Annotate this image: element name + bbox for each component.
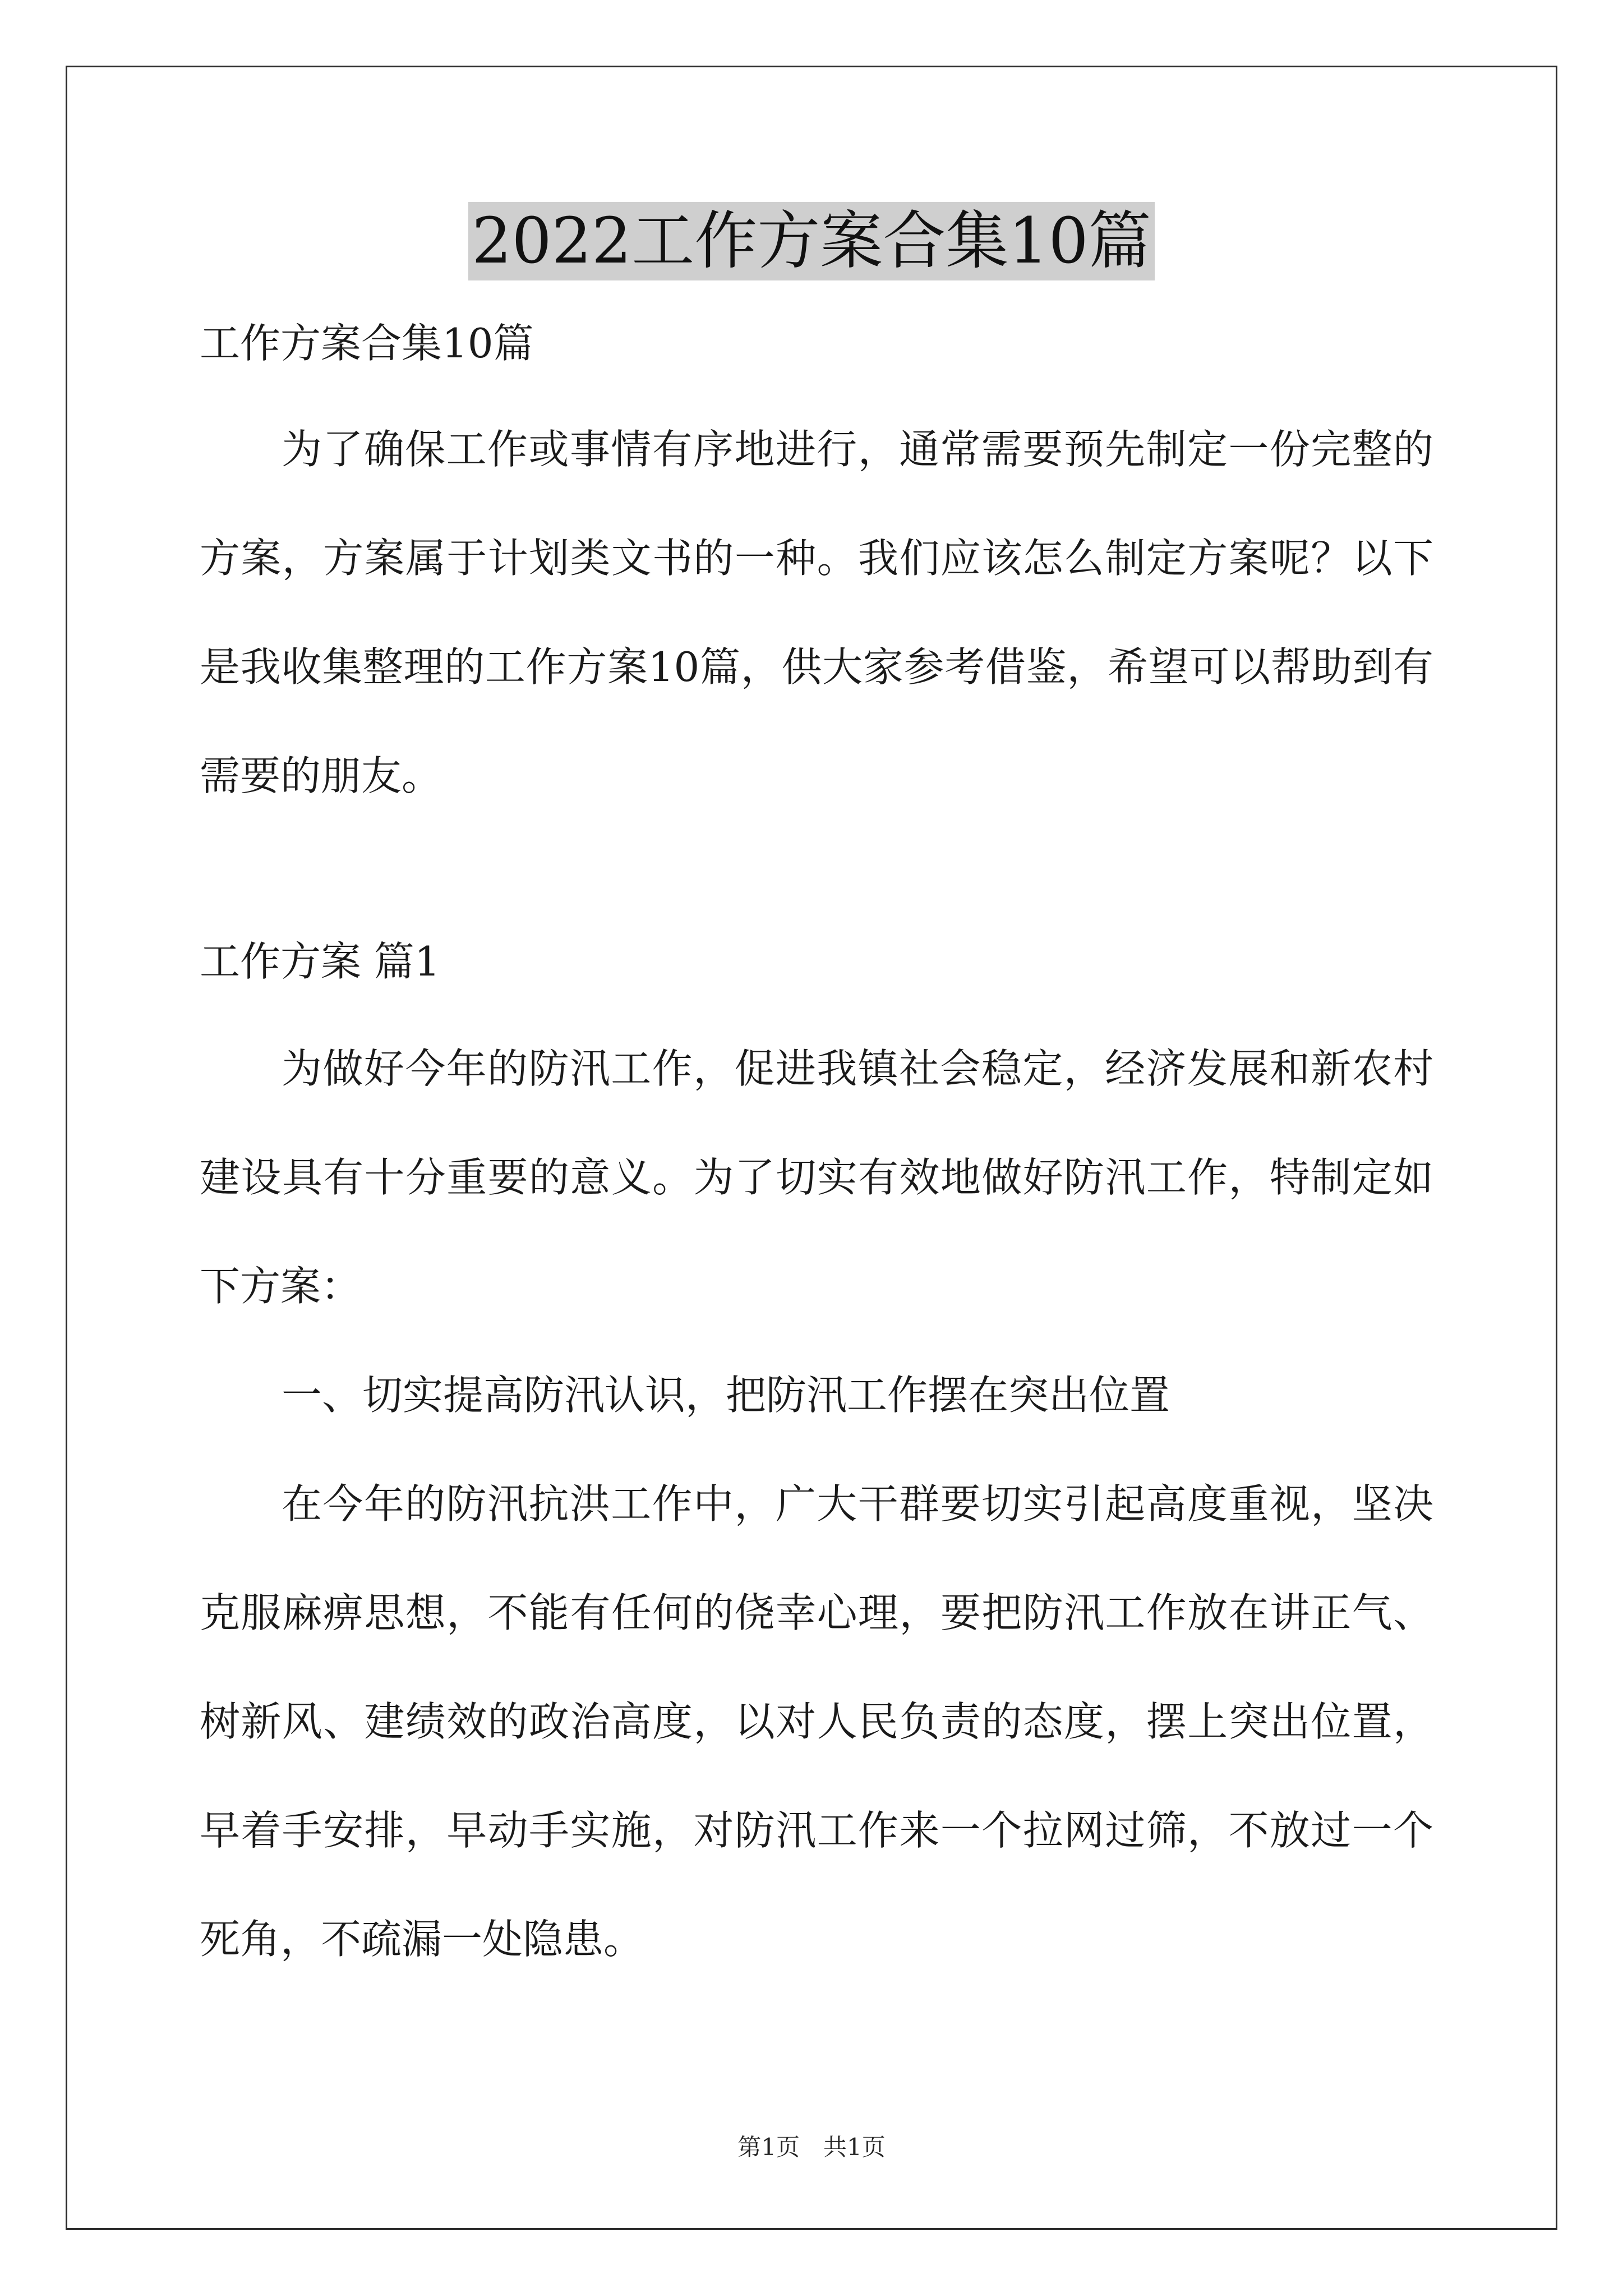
section1-paragraph-1: 为做好今年的防汛工作，促进我镇社会稳定，经济发展和新农村建设具有十分重要的意义。为了切实有效地做好防汛工作，特制定如下方案： <box>200 1045 1433 1310</box>
document-title: 2022工作方案合集10篇 <box>468 202 1155 280</box>
section1-paragraph-3: 在今年的防汛抗洪工作中，广大干群要切实引起高度重视，坚决克服麻痹思想，不能有任何的侥幸心理，要把防汛工作放在讲正气、树新风、建绩效的政治高度，以对人民负责的态度，摆上突出位置，早着手安排，早动手实施，对防汛工作来一个拉网过筛，不放过一个死角，不疏漏一处隐患。 <box>200 1480 1433 1963</box>
intro-paragraph: 为了确保工作或事情有序地进行，通常需要预先制定一份完整的方案，方案属于计划类文书的一种。我们应该怎么制定方案呢？以下是我收集整理的工作方案10篇，供大家参考借鉴，希望可以帮助到有需要的朋友。 <box>200 426 1433 799</box>
document-body <box>200 303 1433 1994</box>
section-heading: 工作方案 篇1 <box>200 938 440 985</box>
document-subtitle: 工作方案合集10篇 <box>200 320 534 367</box>
section1-paragraph-2: 一、切实提高防汛认识，把防汛工作摆在突出位置 <box>282 1372 1170 1419</box>
page-footer: 第1页 共1页 <box>737 2133 886 2161</box>
title-container <box>0 202 1623 280</box>
